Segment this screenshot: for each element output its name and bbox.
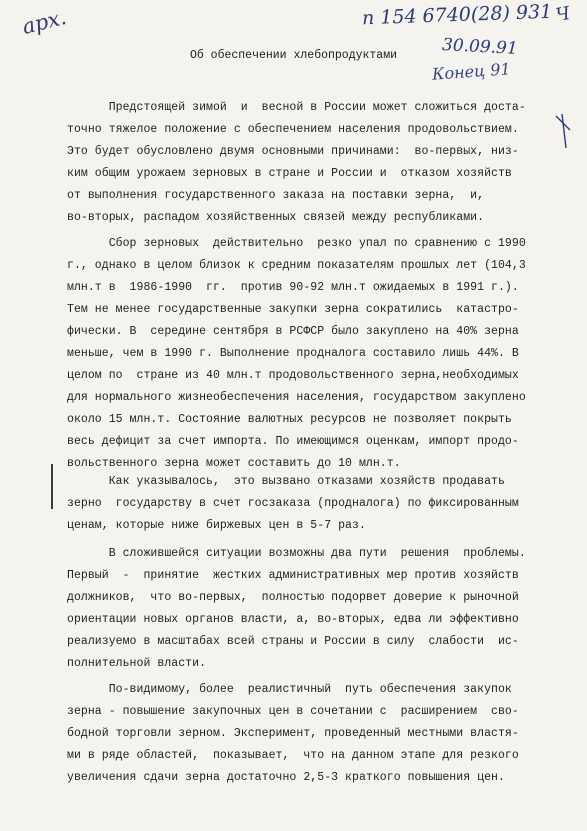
text-line: реализуемо в масштабах всей страны и России в силу слабости ис-: [67, 635, 519, 648]
text-line: Это будет обусловлено двумя основными причинами: во-первых, низ-: [67, 145, 519, 158]
text-line: Первый - принятие жестких административных мер против хозяйств: [67, 569, 519, 582]
text-line: ким общим урожаем зерновых в стране и России и отказом хозяйств: [67, 167, 512, 180]
corner-mark: Ч: [554, 2, 572, 27]
archive-mark: арх.: [19, 4, 69, 40]
text-line: зерно государству в счет госзаказа (продналога) по фиксированным: [67, 497, 519, 510]
text-line: Предстоящей зимой и весной в России может сложиться доста-: [67, 101, 526, 114]
handwritten-signature: Конец 91: [431, 59, 512, 84]
text-line: ми в ряде областей, показывает, что на данном этапе для резкого: [67, 749, 519, 762]
text-line: весь дефицит за счет импорта. По имеющимся оценкам, импорт продо-: [67, 435, 519, 448]
text-line: меньше, чем в 1990 г. Выполнение продналога составило лишь 44%. В: [67, 347, 519, 360]
text-line: бодной торговли зерном. Эксперимент, проведенный местными властя-: [67, 727, 519, 740]
text-line: увеличения сдачи зерна достаточно 2,5-3 краткого повышения цен.: [67, 771, 505, 784]
text-line: фически. В середине сентября в РСФСР было закуплено на 40% зерна: [67, 325, 519, 338]
text-line: должников, что во-первых, полностью подорвет доверие к рыночной: [67, 591, 519, 604]
margin-line: [51, 464, 53, 509]
text-line: точно тяжелое положение с обеспечением населения продовольствием.: [67, 123, 519, 136]
text-line: ориентации новых органов власти, а, во-вторых, едва ли эффективно: [67, 613, 519, 626]
text-line: млн.т в 1986-1990 гг. против 90-92 млн.т ожидаемых в 1991 г.).: [67, 281, 519, 294]
text-line: Как указывалось, это вызвано отказами хозяйств продавать: [67, 475, 505, 488]
text-line: В сложившейся ситуации возможны два пути решения проблемы.: [67, 547, 526, 560]
document-title: Об обеспечении хлебопродуктами: [189, 49, 398, 62]
check-mark-icon: [552, 112, 576, 152]
text-line: г., однако в целом близок к средним показателям прошлых лет (104,3: [67, 259, 526, 272]
text-line: для нормального жизнеобеспечения населения, государством закуплено: [67, 391, 526, 404]
text-line: Тем не менее государственные закупки зерна сократились катастро-: [67, 303, 519, 316]
handwritten-date: 30.09.91: [441, 35, 519, 59]
text-line: от выполнения государственного заказа на поставки зерна, и,: [67, 189, 485, 202]
text-line: Сбор зерновых действительно резко упал по сравнению с 1990: [67, 237, 526, 250]
text-line: ценам, которые ниже биржевых цен в 5-7 раз.: [67, 519, 366, 532]
text-line: около 15 млн.т. Состояние валютных ресурсов не позволяет покрыть: [67, 413, 512, 426]
text-line: целом по стране из 40 млн.т продовольственного зерна,необходимых: [67, 369, 519, 382]
text-line: полнительной власти.: [67, 657, 207, 670]
text-line: По-видимому, более реалистичный путь обеспечения закупок: [67, 683, 512, 696]
text-line: зерна - повышение закупочных цен в сочетании с расширением сво-: [67, 705, 519, 718]
registration-number: п 154 6740(28) 931: [361, 0, 553, 30]
text-line: вольственного зерна может составить до 10 млн.т.: [67, 457, 401, 470]
text-line: во-вторых, распадом хозяйственных связей между республиками.: [67, 211, 485, 224]
